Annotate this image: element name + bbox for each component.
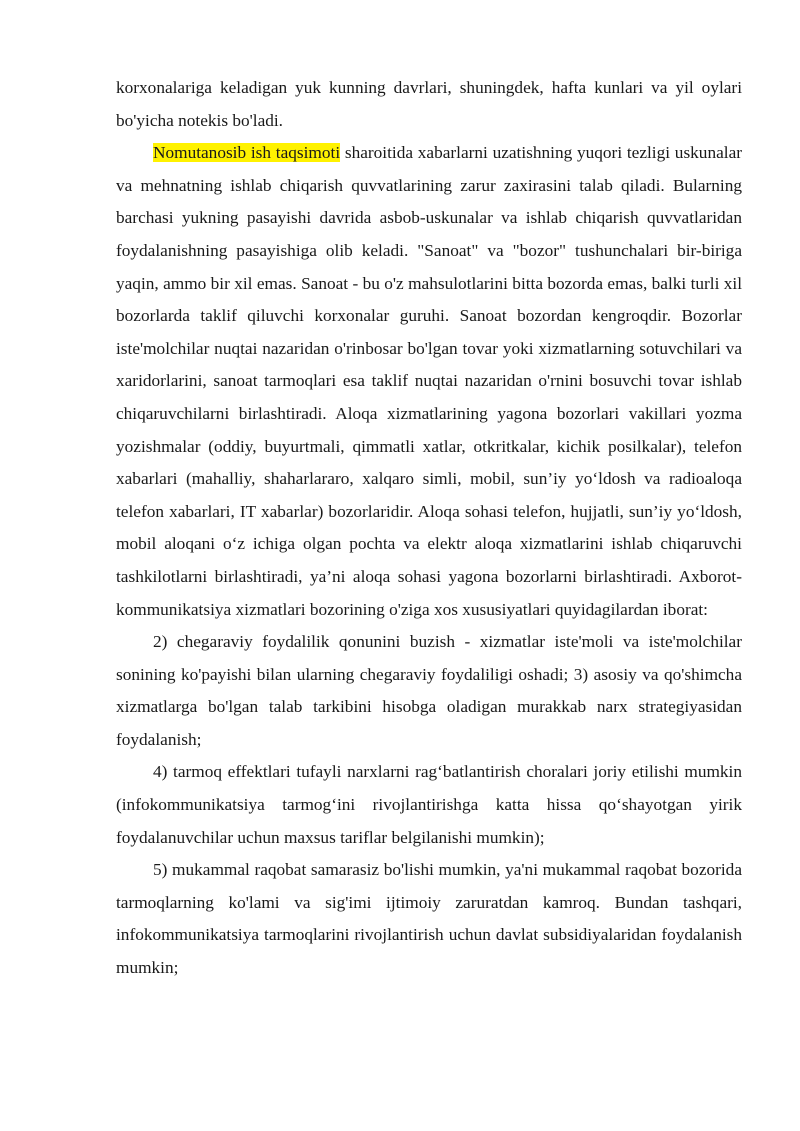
list-item-2-3: 2) chegaraviy foydalilik qonunini buzish - xizmatlar iste'moli va iste'molchilar sonining ko'payishi bilan ularning chegaraviy foydaliligi oshadi; 3) asosiy va qo'shimcha xizmatlarga bo'lgan talab tarkibini hisobga oladigan murakkab narx strategiyasidan foydalanish; <box>116 632 742 749</box>
page-body <box>116 72 742 985</box>
paragraph-text: sharoitida xabarlarni uzatishning yuqori tezligi uskunalar va mehnatning ishlab chiqarish quvvatlarining zarur zaxirasini talab qiladi. Bularning barchasi yukning pasayishi davrida asbob-uskunalar va ishlab chiqarish quvvatlaridan foydalanishning pasayishiga olib keladi. "Sanoat" va "bozor" tushunchalari bir-biriga yaqin, ammo bir xil emas. Sanoat - bu o'z mahsulotlarini bitta bozorda emas, balki turli xil bozorlarda taklif qiluvchi korxonalar guruhi. Sanoat bozordan kengroqdir. Bozorlar iste'molchilar nuqtai nazaridan o'rinbosar bo'lgan tovar yoki xizmatlarning sotuvchilari va xaridorlarini, sanoat tarmoqlari esa taklif nuqtai nazaridan o'rnini bosuvchi tovar ishlab chiqaruvchilarni birlashtiradi. Aloqa xizmatlarining yagona bozorlari vakillari yozma yozishmalar (oddiy, buyurtmali, qimmatli xatlar, otkritkalar, kichik posilkalar), telefon xabarlari (mahalliy, shaharlararo, xalqaro simli, mobil, sun’iy yo‘ldosh va radioaloqa telefon xabarlari, IT xabarlar) bozorlaridir. Aloqa sohasi telefon, hujjatli, sun’iy yo‘ldosh, mobil aloqani o‘z ichiga olgan pochta va elektr aloqa xizmatlarini ishlab chiqaruvchi tashkilotlarni birlashtiradi, ya’ni aloqa sohasi yagona bozorlarni birlashtiradi. Axborot-kommunikatsiya xizmatlari bozorining o'ziga xos xususiyatlari quyidagilardan iborat: <box>116 143 742 619</box>
list-item-4: 4) tarmoq effektlari tufayli narxlarni rag‘batlantirish choralari joriy etilishi mumkin (infokommunikatsiya tarmog‘ini rivojlantirishga katta hissa qo‘shayotgan yirik foydalanuvchilar uchun maxsus tariflar belgilanishi mumkin); <box>116 762 742 847</box>
paragraph-continuation: korxonalariga keladigan yuk kunning davrlari, shuningdek, hafta kunlari va yil oylari bo'yicha notekis bo'ladi. <box>116 78 742 130</box>
highlighted-term: Nomutanosib ish taqsimoti <box>153 143 341 163</box>
paragraph-uneven-workload <box>116 137 742 626</box>
list-item-5: 5) mukammal raqobat samarasiz bo'lishi mumkin, ya'ni mukammal raqobat bozorida tarmoqlarning ko'lami va sig'imi ijtimoiy zaruratdan kamroq. Bundan tashqari, infokommunikatsiya tarmoqlarini rivojlantirish uchun davlat subsidiyalaridan foydalanish mumkin; <box>116 860 742 978</box>
